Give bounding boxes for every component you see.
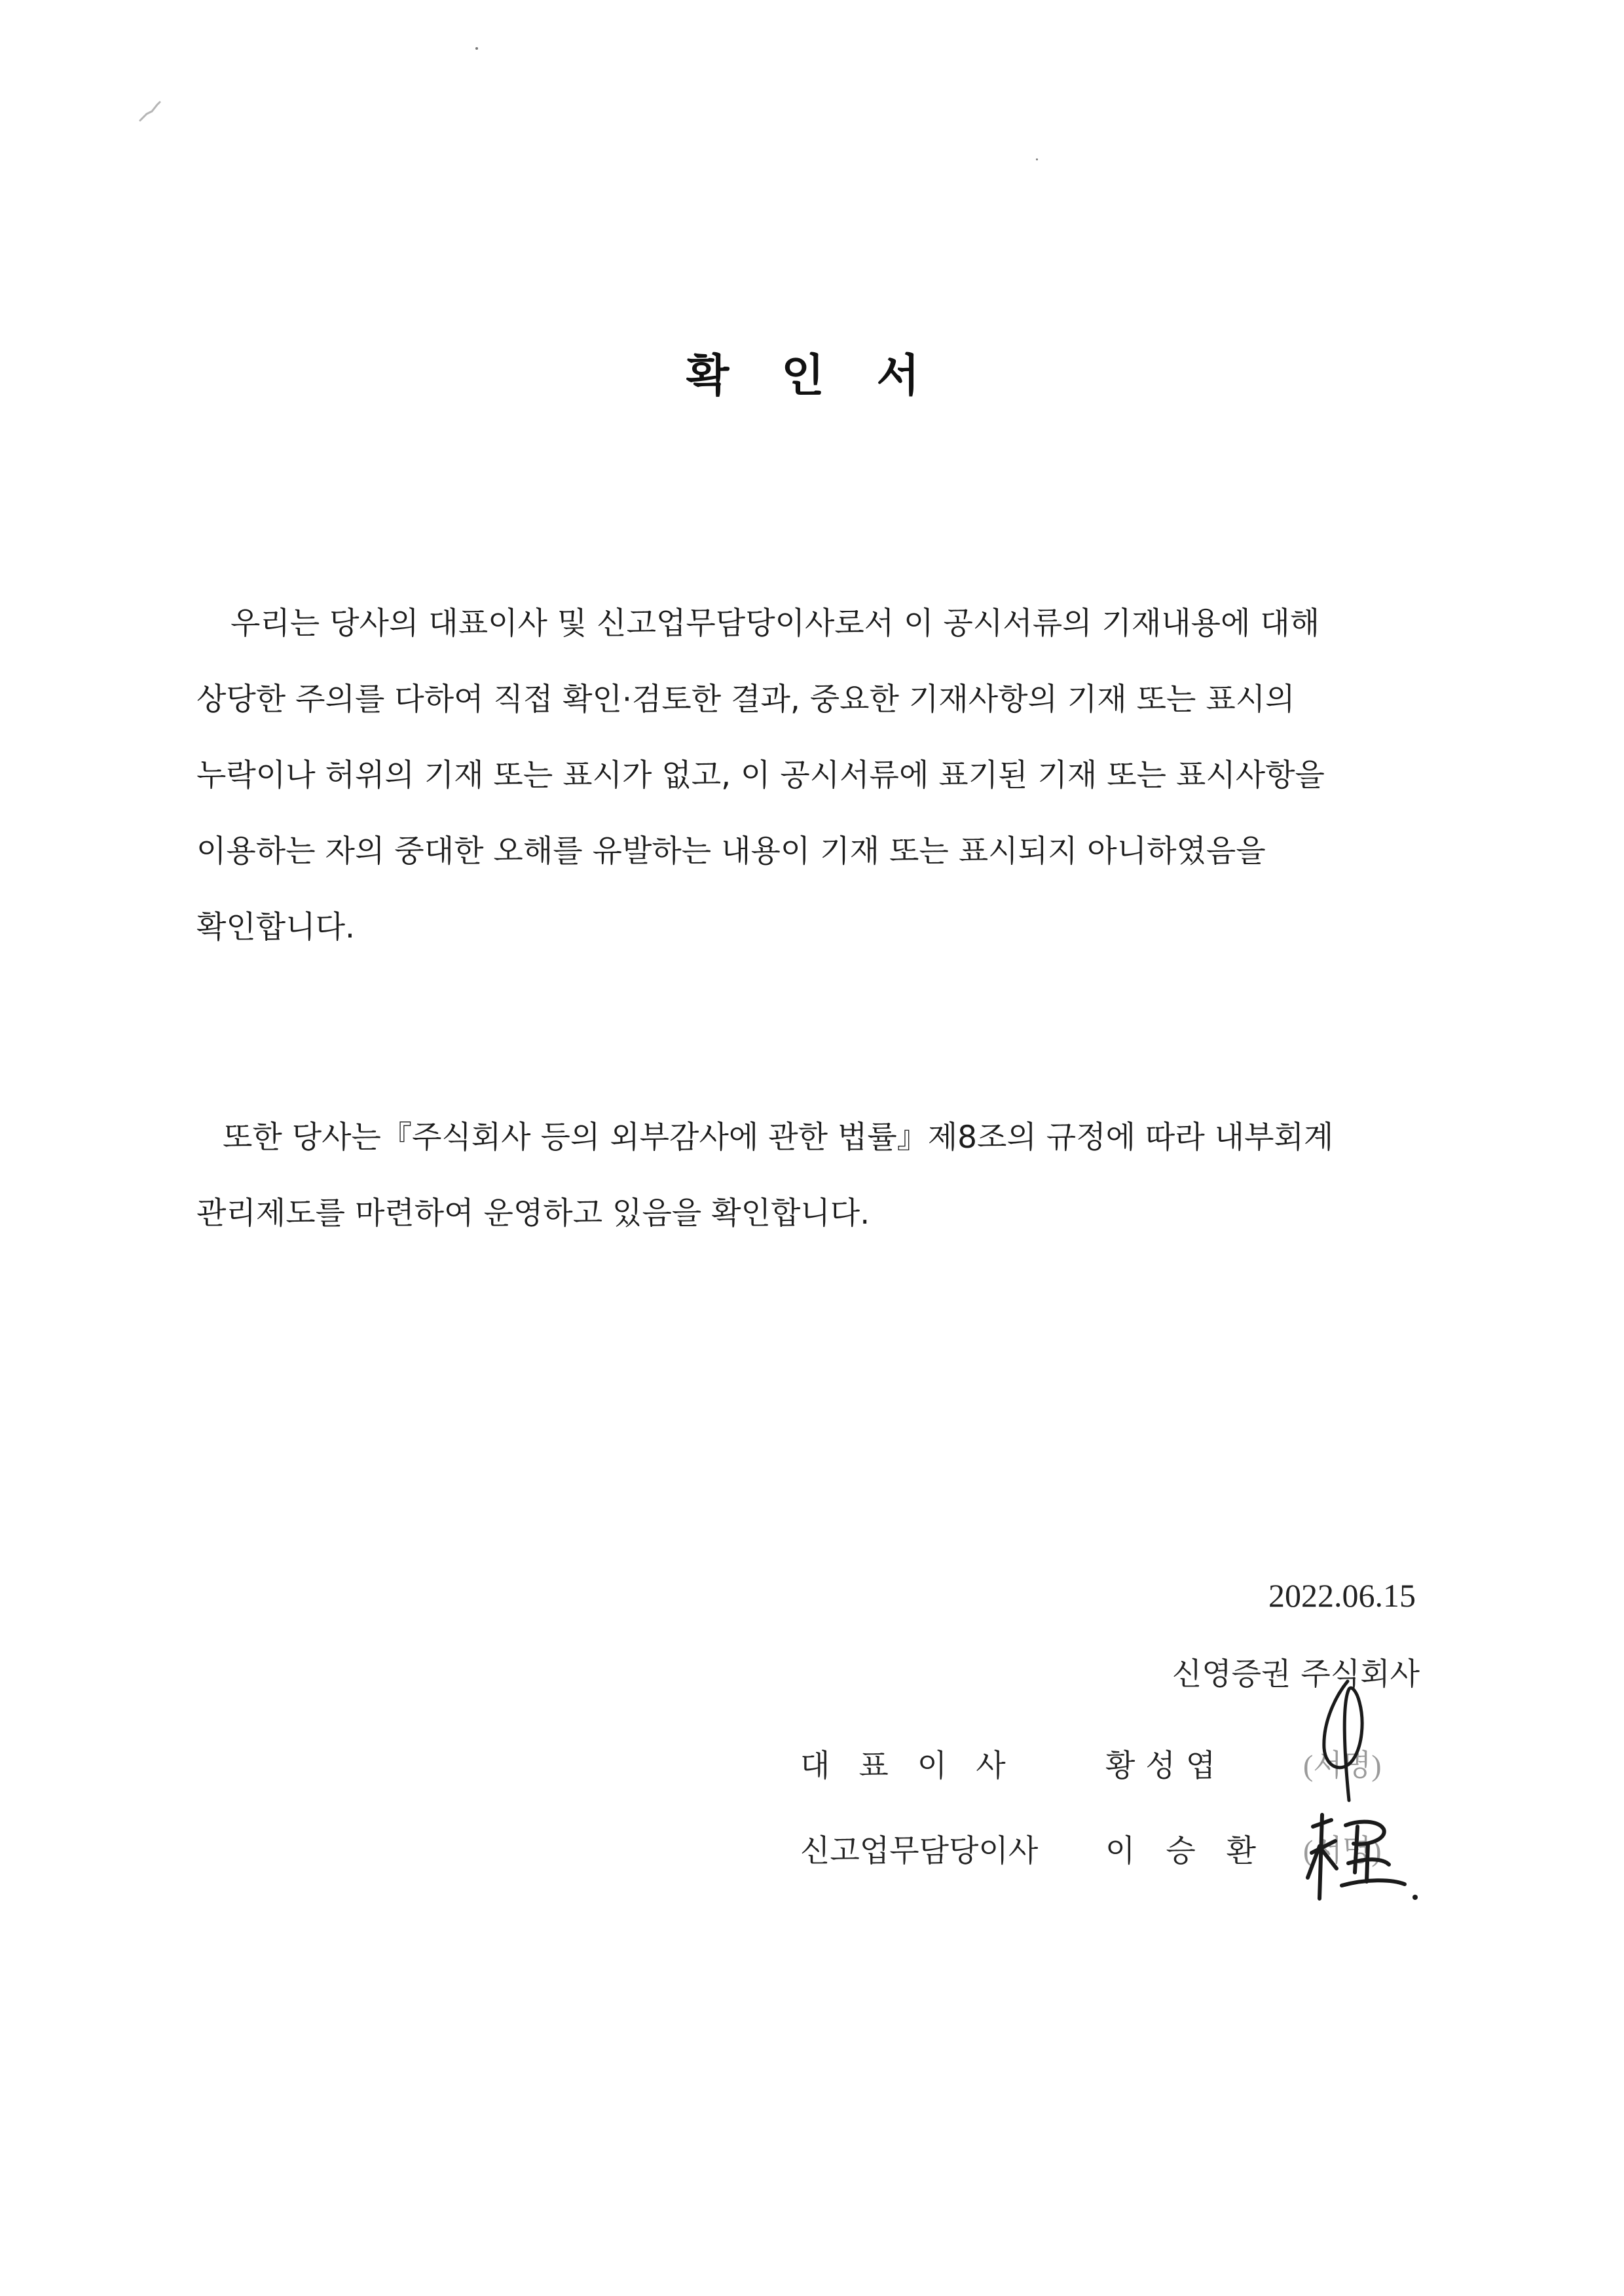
signatory-name-ceo: 황성엽 bbox=[1105, 1748, 1227, 1784]
scan-speck bbox=[1036, 158, 1038, 160]
scan-speck bbox=[475, 47, 478, 50]
paragraph-line: 상당한 주의를 다하여 직접 확인·검토한 결과, 중요한 기재사항의 기재 또는 표시의 bbox=[196, 682, 1295, 718]
signatory-role-reporting-director: 신고업무담당이사 bbox=[800, 1833, 1039, 1869]
signatory-name-reporting-director: 이 승 환 bbox=[1105, 1833, 1267, 1869]
confirmation-paragraph bbox=[196, 586, 1441, 966]
paragraph-line: 누락이나 허위의 기재 또는 표시가 없고, 이 공시서류에 표기된 기재 또는 표시사항을 bbox=[196, 757, 1325, 793]
signatory-role-ceo: 대표이사 bbox=[800, 1748, 1035, 1784]
signature-placeholder-reporting-director: (서명) bbox=[1303, 1834, 1382, 1867]
document-date: 2022.06.15 bbox=[1268, 1577, 1416, 1614]
signature-placeholder-ceo: (서명) bbox=[1303, 1749, 1382, 1782]
company-name: 신영증권 주식회사 bbox=[1172, 1656, 1420, 1692]
internal-control-paragraph bbox=[196, 1100, 1441, 1252]
scan-mark bbox=[138, 98, 164, 124]
paragraph-line: 확인합니다. bbox=[196, 909, 355, 945]
paragraph-line: 우리는 당사의 대표이사 및 신고업무담당이사로서 이 공시서류의 기재내용에 대해 bbox=[231, 606, 1320, 642]
paragraph-line: 또한 당사는『주식회사 등의 외부감사에 관한 법률』제8조의 규정에 따라 내부회계 bbox=[223, 1120, 1334, 1156]
paragraph-line: 이용하는 자의 중대한 오해를 유발하는 내용이 기재 또는 표시되지 아니하였음을 bbox=[196, 833, 1266, 869]
document-title: 확 인 서 bbox=[686, 350, 938, 402]
paragraph-line: 관리제도를 마련하여 운영하고 있음을 확인합니다. bbox=[196, 1195, 870, 1231]
